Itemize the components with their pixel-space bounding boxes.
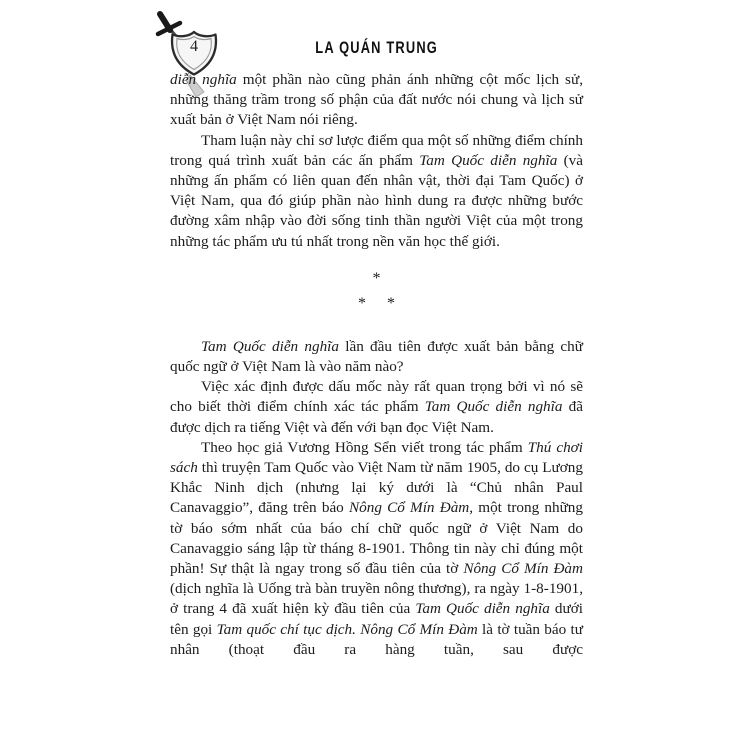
section-divider xyxy=(170,266,583,316)
work-title-emphasis: Tam Quốc diễn nghĩa xyxy=(424,398,563,416)
work-title-emphasis: Nông Cổ Mín Đàm xyxy=(360,620,478,638)
author-name: LA QUÁN TRUNG xyxy=(315,39,438,57)
text-run: thì truyện Tam Quốc vào Việt Nam từ năm 1905, do cụ Lương Khắc Ninh dịch (nhưng lại ký dưới là “Chủ nhân Paul Canavaggio”, đăng trên báo xyxy=(170,459,583,517)
text-run: (và những ấn phẩm có liên quan đến nhân vật, thời đại Tam Quốc) ở Việt Nam, qua đó giúp phần nào hình dung ra được những bước đường xâm nhập vào đời sống tinh thần người Việt của một trong những tác phẩm ưu tú nhất trong nền văn học thế giới. xyxy=(170,151,583,250)
text-run: Tham luận này chỉ sơ lược điểm qua một số những điểm chính trong quá trình xuất bản các ấn phẩm xyxy=(170,131,583,169)
page-number: 4 xyxy=(190,38,198,55)
body-text xyxy=(170,70,583,660)
paragraph xyxy=(170,131,583,252)
text-run: là tờ tuần báo tư nhân (thoạt đầu ra hàng tuần, sau được xyxy=(170,620,583,658)
text-run: lần đầu tiên được xuất bản bằng chữ quốc ngữ ở Việt Nam là vào năm nào? xyxy=(170,337,583,376)
paragraph xyxy=(170,438,583,660)
text-run: Việc xác định được dấu mốc này rất quan trọng bởi vì nó sẽ cho biết thời điểm chính xác tác phẩm xyxy=(170,378,583,416)
work-title-emphasis: Tam Quốc diễn nghĩa xyxy=(201,337,339,355)
text-run: một trong những tờ báo sớm nhất của báo chí chữ quốc ngữ ở Việt Nam do Canavaggio sáng lập từ tháng 8-1901. Thông tin này chỉ đúng một phần! Sự thật là ngay trong số đầu tiên của tờ xyxy=(170,499,583,578)
text-run: (dịch nghĩa là Uống trà bàn truyền nông thương), ra ngày 1-8-1901, ở trang 4 đã xuất hiện kỳ đầu tiên của xyxy=(170,580,583,618)
text-run: dưới tên gọi xyxy=(170,600,583,638)
work-title-emphasis: Thú chơi sách xyxy=(170,438,584,477)
paragraph xyxy=(170,70,583,131)
work-title-emphasis: Tam quốc chí tục dịch. xyxy=(216,620,356,638)
paragraph xyxy=(170,377,583,438)
paragraph xyxy=(170,337,583,377)
text-run: Theo học giả Vương Hồng Sển viết trong tác phẩm xyxy=(201,438,528,456)
text-run: một phần nào cũng phản ánh những cột mốc lịch sử, những thăng trầm trong số phận của đất nước nói chung và lịch sử xuất bản ở Việt Nam nói riêng. xyxy=(170,71,583,129)
work-title-emphasis: Tam Quốc diễn nghĩa xyxy=(419,151,558,169)
divider-asterisks: * * xyxy=(358,294,395,312)
divider-asterisks: * xyxy=(372,269,381,287)
work-title-emphasis: diễn nghĩa xyxy=(170,71,237,88)
work-title-emphasis: Nông Cổ Mín Đàm, xyxy=(349,499,474,517)
text-run: đã được dịch ra tiếng Việt và đến với bạn đọc Việt Nam. xyxy=(170,398,583,436)
running-head xyxy=(170,38,583,58)
work-title-emphasis: Nông Cổ Mín Đàm xyxy=(463,560,583,578)
work-title-emphasis: Tam Quốc diễn nghĩa xyxy=(415,600,550,618)
